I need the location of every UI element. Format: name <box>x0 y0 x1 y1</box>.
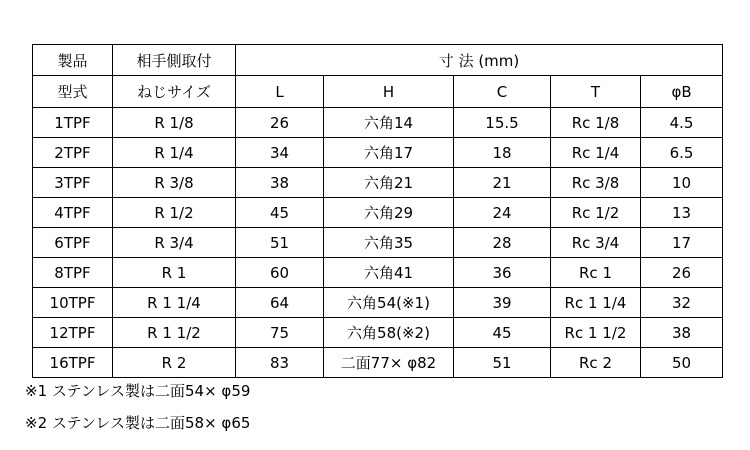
spec-table <box>32 44 723 378</box>
table-row <box>33 138 723 168</box>
cell-model: 1TPF <box>33 108 113 138</box>
header-dimensions: 寸 法 (mm) <box>236 45 723 76</box>
cell-H: 六角58(※2) <box>324 318 454 348</box>
cell-L: 75 <box>236 318 324 348</box>
cell-C: 21 <box>454 168 551 198</box>
header-row-1 <box>33 45 723 76</box>
cell-C: 39 <box>454 288 551 318</box>
cell-thread: R 1/8 <box>113 108 236 138</box>
cell-model: 16TPF <box>33 348 113 378</box>
table-row <box>33 108 723 138</box>
cell-T: Rc 1 1/2 <box>551 318 641 348</box>
cell-thread: R 3/4 <box>113 228 236 258</box>
cell-B: 32 <box>641 288 723 318</box>
cell-C: 45 <box>454 318 551 348</box>
cell-T: Rc 3/4 <box>551 228 641 258</box>
cell-B: 38 <box>641 318 723 348</box>
cell-B: 10 <box>641 168 723 198</box>
cell-L: 34 <box>236 138 324 168</box>
cell-B: 4.5 <box>641 108 723 138</box>
cell-thread: R 2 <box>113 348 236 378</box>
cell-model: 4TPF <box>33 198 113 228</box>
header-thread-2: ねじサイズ <box>113 76 236 108</box>
cell-thread: R 3/8 <box>113 168 236 198</box>
cell-H: 六角14 <box>324 108 454 138</box>
cell-H: 六角35 <box>324 228 454 258</box>
cell-H: 六角21 <box>324 168 454 198</box>
cell-C: 28 <box>454 228 551 258</box>
cell-T: Rc 1/8 <box>551 108 641 138</box>
header-col-C: C <box>454 76 551 108</box>
table-row <box>33 288 723 318</box>
cell-L: 38 <box>236 168 324 198</box>
cell-B: 6.5 <box>641 138 723 168</box>
cell-model: 10TPF <box>33 288 113 318</box>
cell-thread: R 1/2 <box>113 198 236 228</box>
table-body <box>33 108 723 378</box>
header-col-T: T <box>551 76 641 108</box>
cell-C: 51 <box>454 348 551 378</box>
cell-T: Rc 3/8 <box>551 168 641 198</box>
cell-thread: R 1 <box>113 258 236 288</box>
footnote-2: ※2 ステンレス製は二面58× φ65 <box>25 414 251 432</box>
footnotes <box>25 375 250 439</box>
header-col-B: φB <box>641 76 723 108</box>
cell-C: 15.5 <box>454 108 551 138</box>
cell-model: 8TPF <box>33 258 113 288</box>
cell-model: 12TPF <box>33 318 113 348</box>
table-row <box>33 258 723 288</box>
header-thread: 相手側取付 <box>113 45 236 76</box>
cell-thread: R 1/4 <box>113 138 236 168</box>
cell-L: 83 <box>236 348 324 378</box>
header-model: 製品 <box>33 45 113 76</box>
cell-T: Rc 1/4 <box>551 138 641 168</box>
cell-B: 26 <box>641 258 723 288</box>
cell-H: 六角17 <box>324 138 454 168</box>
header-row-2 <box>33 76 723 108</box>
cell-T: Rc 1 1/4 <box>551 288 641 318</box>
header-col-H: H <box>324 76 454 108</box>
cell-L: 45 <box>236 198 324 228</box>
cell-L: 51 <box>236 228 324 258</box>
cell-T: Rc 1/2 <box>551 198 641 228</box>
cell-T: Rc 2 <box>551 348 641 378</box>
cell-H: 六角29 <box>324 198 454 228</box>
cell-B: 50 <box>641 348 723 378</box>
cell-thread: R 1 1/4 <box>113 288 236 318</box>
cell-H: 六角41 <box>324 258 454 288</box>
cell-model: 3TPF <box>33 168 113 198</box>
table-row <box>33 228 723 258</box>
cell-C: 36 <box>454 258 551 288</box>
cell-L: 60 <box>236 258 324 288</box>
cell-L: 26 <box>236 108 324 138</box>
table-row <box>33 198 723 228</box>
header-model-2: 型式 <box>33 76 113 108</box>
table-row <box>33 168 723 198</box>
table-row <box>33 318 723 348</box>
footnote-1: ※1 ステンレス製は二面54× φ59 <box>25 382 251 400</box>
cell-B: 17 <box>641 228 723 258</box>
cell-H: 六角54(※1) <box>324 288 454 318</box>
cell-H: 二面77× φ82 <box>324 348 454 378</box>
cell-L: 64 <box>236 288 324 318</box>
cell-T: Rc 1 <box>551 258 641 288</box>
cell-model: 6TPF <box>33 228 113 258</box>
cell-C: 18 <box>454 138 551 168</box>
header-col-L: L <box>236 76 324 108</box>
cell-C: 24 <box>454 198 551 228</box>
cell-model: 2TPF <box>33 138 113 168</box>
cell-B: 13 <box>641 198 723 228</box>
cell-thread: R 1 1/2 <box>113 318 236 348</box>
table-row <box>33 348 723 378</box>
